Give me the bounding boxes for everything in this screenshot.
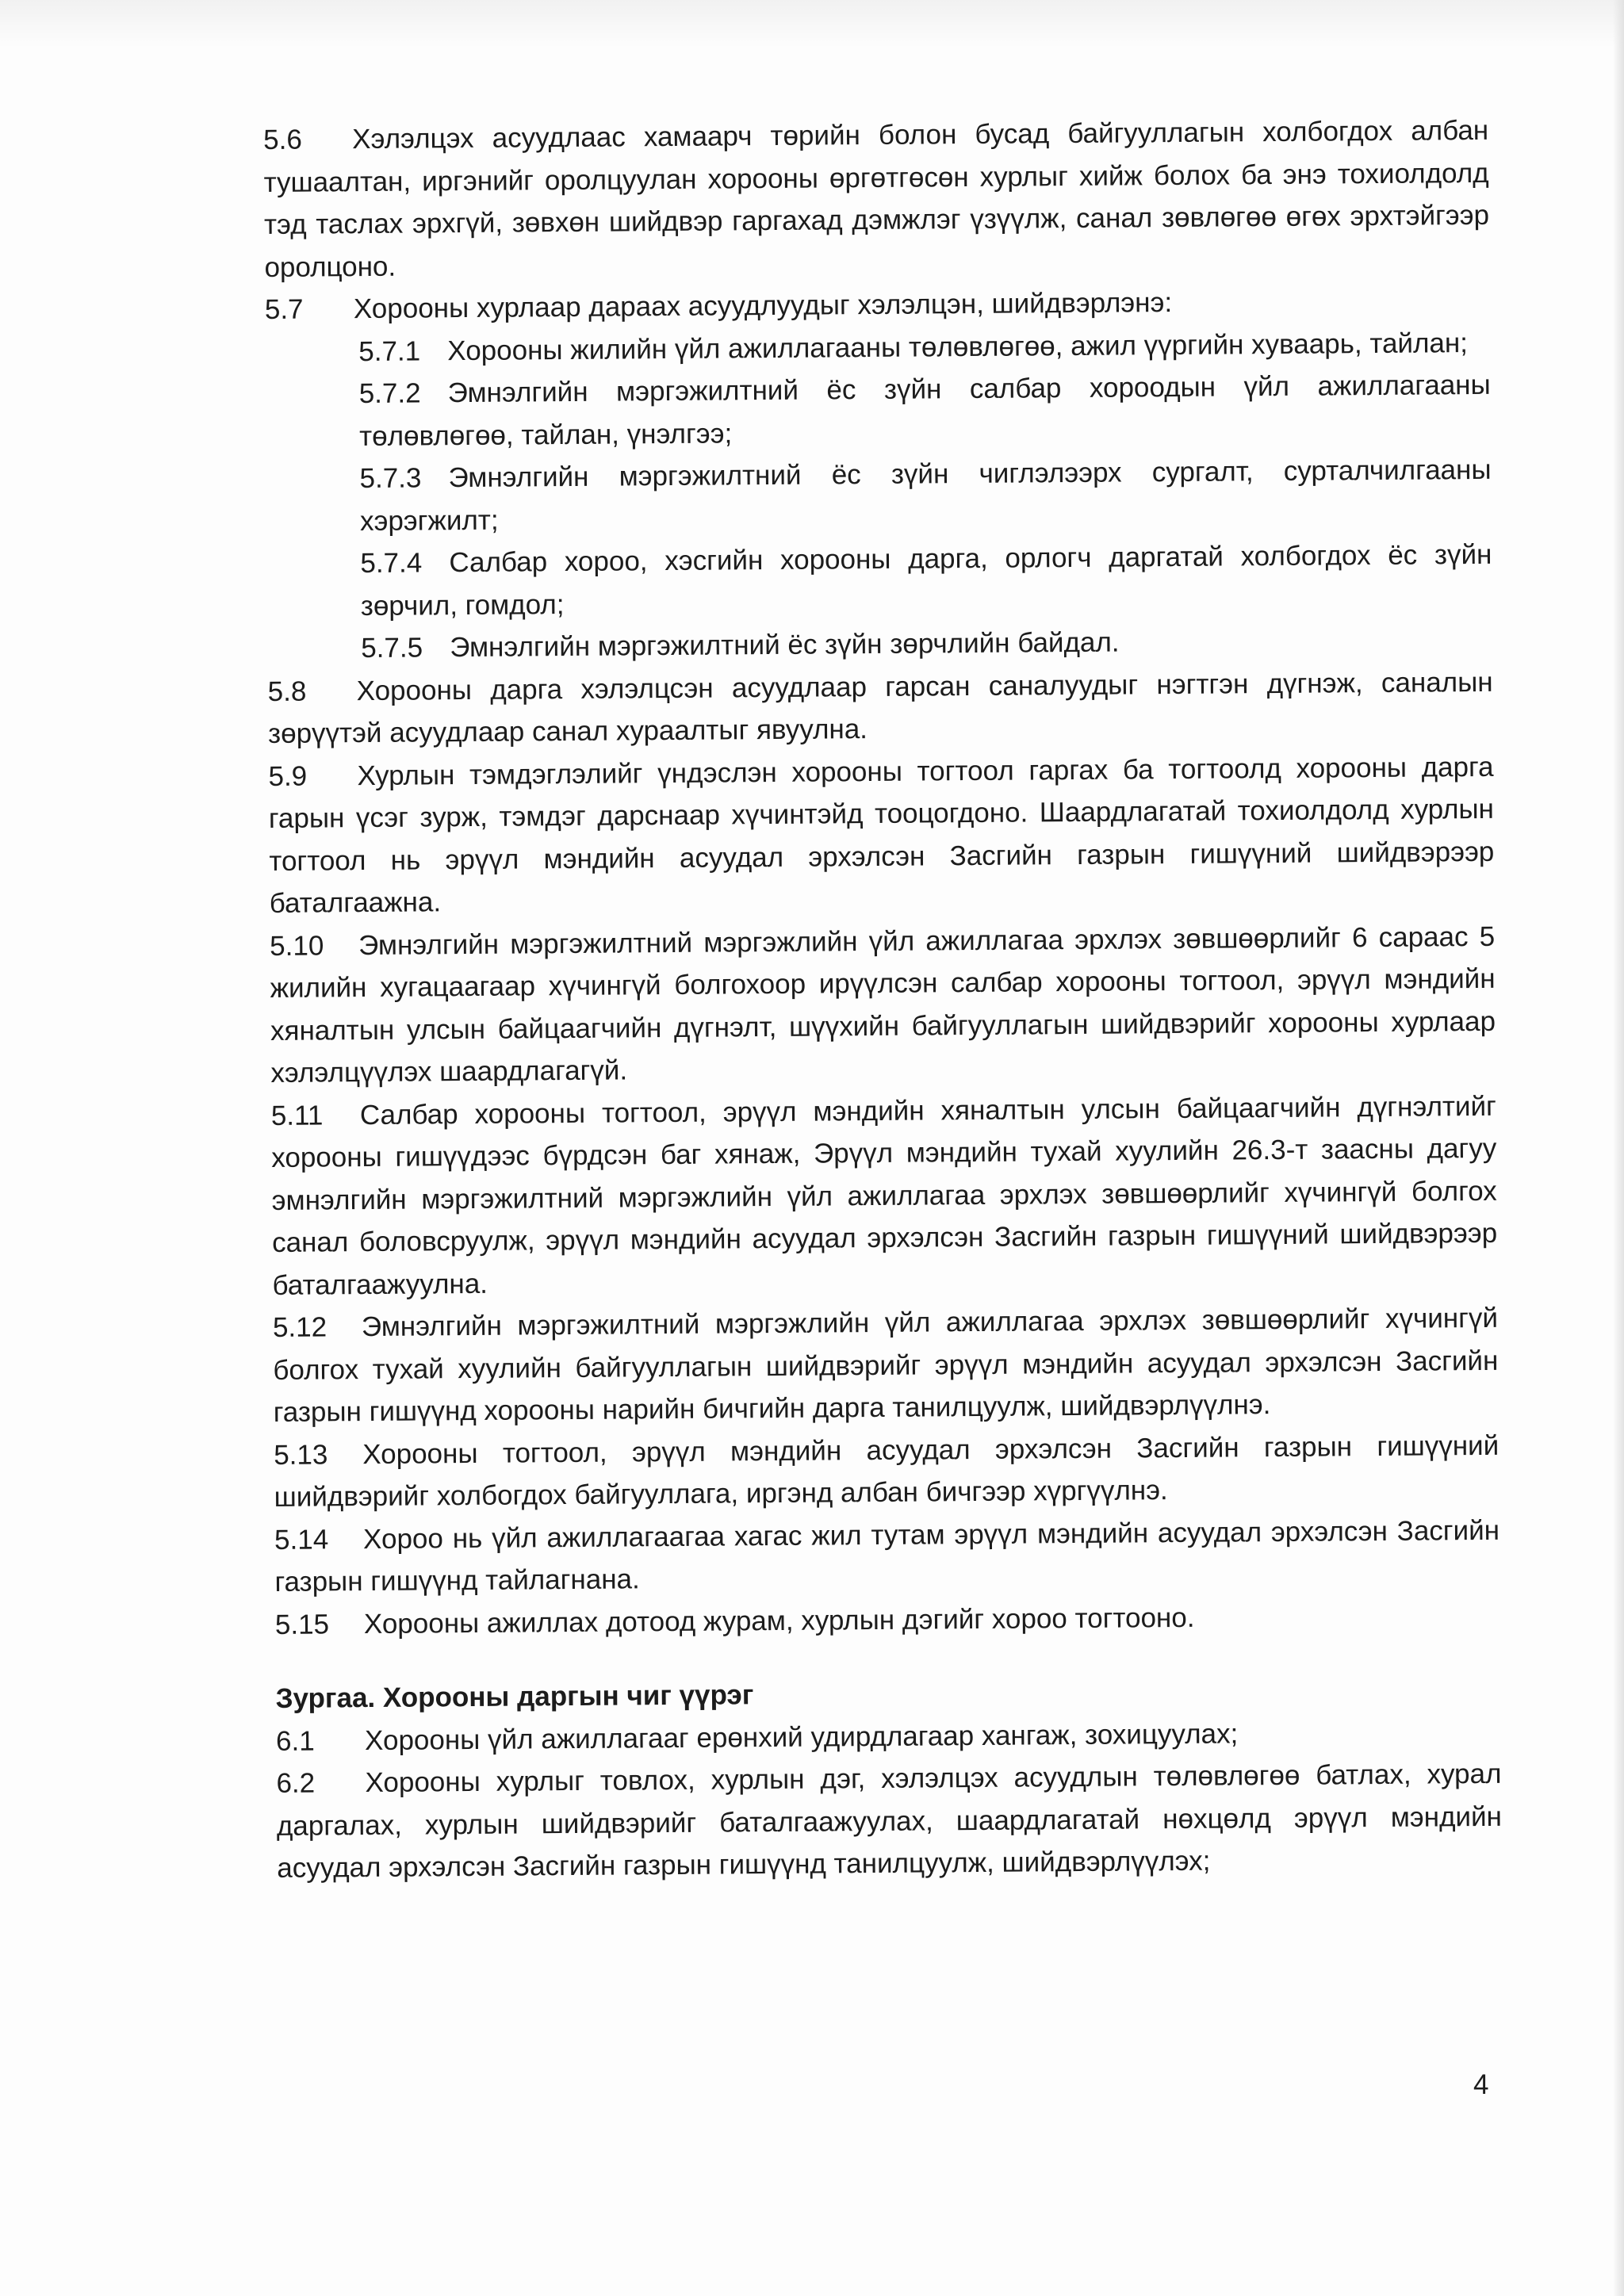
subparagraph-text: Салбар хороо, хэсгийн хорооны дарга, орлогч даргатай холбогдох ёс зүйн зөрчил, гомдол; bbox=[360, 538, 1492, 622]
paragraph-text: Салбар хорооны тогтоол, эрүүл мэндийн хяналтын улсын байцаагчийн дүгнэлтийг хорооны гишүүдээс бүрдсэн баг хянаж, Эрүүл мэндийн тухай хуулийн 26.3-т заасны дагуу эмнэлгийн мэргэжилтний мэргэжлийн үйл ажиллагаа эрхлэх зөвшөөрлийг хүчингүй болгох санал боловсруулж, эрүүл мэндийн асуудал эрхэлсэн Засгийн газрын гишүүний шийдвэрээр баталгаажуулна. bbox=[271, 1090, 1498, 1301]
paragraph-5-13 bbox=[274, 1424, 1500, 1518]
paragraph-number: 5.12 bbox=[272, 1311, 327, 1343]
scan-shadow-right bbox=[1613, 0, 1624, 2296]
paragraph-5-11 bbox=[271, 1085, 1498, 1307]
page-number: 4 bbox=[1473, 2069, 1489, 2100]
subparagraph-number: 5.7.4 bbox=[360, 547, 423, 580]
paragraph-6-2 bbox=[276, 1753, 1502, 1890]
paragraph-number: 5.11 bbox=[270, 1099, 324, 1131]
paragraph-number: 5.9 bbox=[268, 760, 308, 792]
subparagraph-5-7-3 bbox=[359, 449, 1492, 542]
paragraph-number: 5.6 bbox=[263, 124, 303, 155]
paragraph-text: Хурлын тэмдэглэлийг үндэслэн хорооны тогтоол гаргах ба тогтоолд хорооны дарга гарын үсэг зурж, тэмдэг дарснаар хүчинтэйд тооцогдоно. Шаардлагатай тохиолдолд хурлын тогтоол нь эрүүл мэндийн асуудал эрхэлсэн Засгийн газрын гишүүний шийдвэрээр баталгаажна. bbox=[268, 751, 1495, 919]
paragraph-text: Хороо нь үйл ажиллагаагаа хагас жил тутам эрүүл мэндийн асуудал эрхэлсэн Засгийн газрын гишүүнд тайлагнана. bbox=[274, 1514, 1500, 1598]
paragraph-number: 5.13 bbox=[274, 1438, 328, 1471]
paragraph-text: Хорооны ажиллах дотоод журам, хурлын дэгийг хороо тогтооно. bbox=[363, 1601, 1195, 1640]
paragraph-number: 5.8 bbox=[267, 675, 307, 707]
paragraph-text: Эмнэлгийн мэргэжилтний мэргэжлийн үйл ажиллагаа эрхлэх зөвшөөрлийг 6 сараас 5 жилийн хугацаагаар хүчингүй болгохоор ирүүлсэн салбар хорооны тогтоол, эрүүл мэндийн хяналтын улсын байцаагчийн дүгнэлт, шүүхийн байгууллагын шийдвэрийг хорооны хурлаар хэлэлцүүлэх шаардлагагүй. bbox=[270, 920, 1496, 1089]
page-body bbox=[263, 109, 1502, 1890]
paragraph-number: 5.15 bbox=[274, 1608, 330, 1640]
subparagraph-text: Эмнэлгийн мэргэжилтний ёс зүйн зөрчлийн байдал. bbox=[450, 626, 1120, 664]
paragraph-5-14 bbox=[274, 1509, 1500, 1603]
paragraph-number: 5.10 bbox=[270, 929, 324, 962]
subparagraph-number: 5.7.5 bbox=[361, 632, 423, 664]
paragraph-number: 5.14 bbox=[274, 1523, 329, 1556]
scan-shadow-top bbox=[0, 0, 1624, 48]
paragraph-5-12 bbox=[273, 1297, 1499, 1434]
paragraph-5-8 bbox=[267, 660, 1493, 755]
paragraph-text: Хэлэлцэх асуудлаас хамаарч төрийн болон бусад байгууллагын холбогдох албан тушаалтан, иргэнийг оролцуулан хорооны өргөтгөсөн хурлыг хийж болох ба энэ тохиолдолд тэд таслах эрхгүй, зөвхөн шийдвэр гаргахад дэмжлэг үзүүлж, санал зөвлөгөө өгөх эрхтэйгээр оролцоно. bbox=[263, 114, 1490, 283]
subparagraph-5-7-4 bbox=[360, 534, 1492, 627]
subparagraph-number: 5.7.3 bbox=[359, 462, 422, 495]
paragraph-text: Хорооны үйл ажиллагааг ерөнхий удирдлагаар хангаж, зохицуулах; bbox=[364, 1717, 1239, 1756]
paragraph-5-6 bbox=[263, 109, 1490, 289]
paragraph-text: Хорооны дарга хэлэлцсэн асуудлаар гарсан саналуудыг нэгтгэн дүгнэж, саналын зөрүүтэй асуудлаар санал хураалтыг явуулна. bbox=[267, 666, 1493, 749]
subparagraph-text: Эмнэлгийн мэргэжилтний ёс зүйн чиглэлээрх сургалт, сурталчилгааны хэрэгжилт; bbox=[359, 453, 1492, 537]
paragraph-text: Хорооны тогтоол, эрүүл мэндийн асуудал эрхэлсэн Засгийн газрын гишүүний шийдвэрийг холбогдох байгууллага, иргэнд албан бичгээр хүргүүлнэ. bbox=[274, 1429, 1500, 1513]
subparagraph-text: Хорооны жилийн үйл ажиллагааны төлөвлөгөө, ажил үүргийн хуваарь, тайлан; bbox=[447, 327, 1469, 366]
subparagraph-number: 5.7.2 bbox=[358, 377, 421, 410]
subparagraph-5-7-2 bbox=[359, 364, 1492, 457]
section-6-heading: Зургаа. Хорооны даргын чиг үүрэг bbox=[275, 1679, 754, 1714]
paragraph-5-10 bbox=[270, 915, 1496, 1094]
paragraph-text: Хорооны хурлыг товлох, хурлын дэг, хэлэлцэх асуудлын төлөвлөгөө батлах, хурал даргалах, хурлын шийдвэрийг баталгаажуулах, шаардлагатай нөхцөлд эрүүл мэндийн асуудал эрхэлсэн Засгийн газрын гишүүнд танилцуулж, шийдвэрлүүлэх; bbox=[276, 1758, 1503, 1884]
paragraph-number: 6.2 bbox=[276, 1767, 316, 1799]
paragraph-5-9 bbox=[268, 745, 1495, 924]
subparagraph-text: Эмнэлгийн мэргэжилтний ёс зүйн салбар хороодын үйл ажиллагааны төлөвлөгөө, тайлан, үнэлгээ; bbox=[358, 369, 1491, 452]
paragraph-text: Хорооны хурлаар дараах асуудлуудыг хэлэлцэн, шийдвэрлэнэ: bbox=[353, 287, 1173, 325]
paragraph-number: 5.7 bbox=[264, 293, 304, 325]
paragraph-number: 6.1 bbox=[275, 1725, 315, 1757]
subparagraph-number: 5.7.1 bbox=[358, 335, 421, 367]
paragraph-text: Эмнэлгийн мэргэжилтний мэргэжлийн үйл ажиллагаа эрхлэх зөвшөөрлийг хүчингүй болгох тухай хуулийн байгууллагын шийдвэрийг эрүүл мэндийн асуудал эрхэлсэн Засгийн газрын гишүүнд хорооны нарийн бичгийн дарга танилцуулж, шийдвэрлүүлнэ. bbox=[273, 1302, 1499, 1428]
